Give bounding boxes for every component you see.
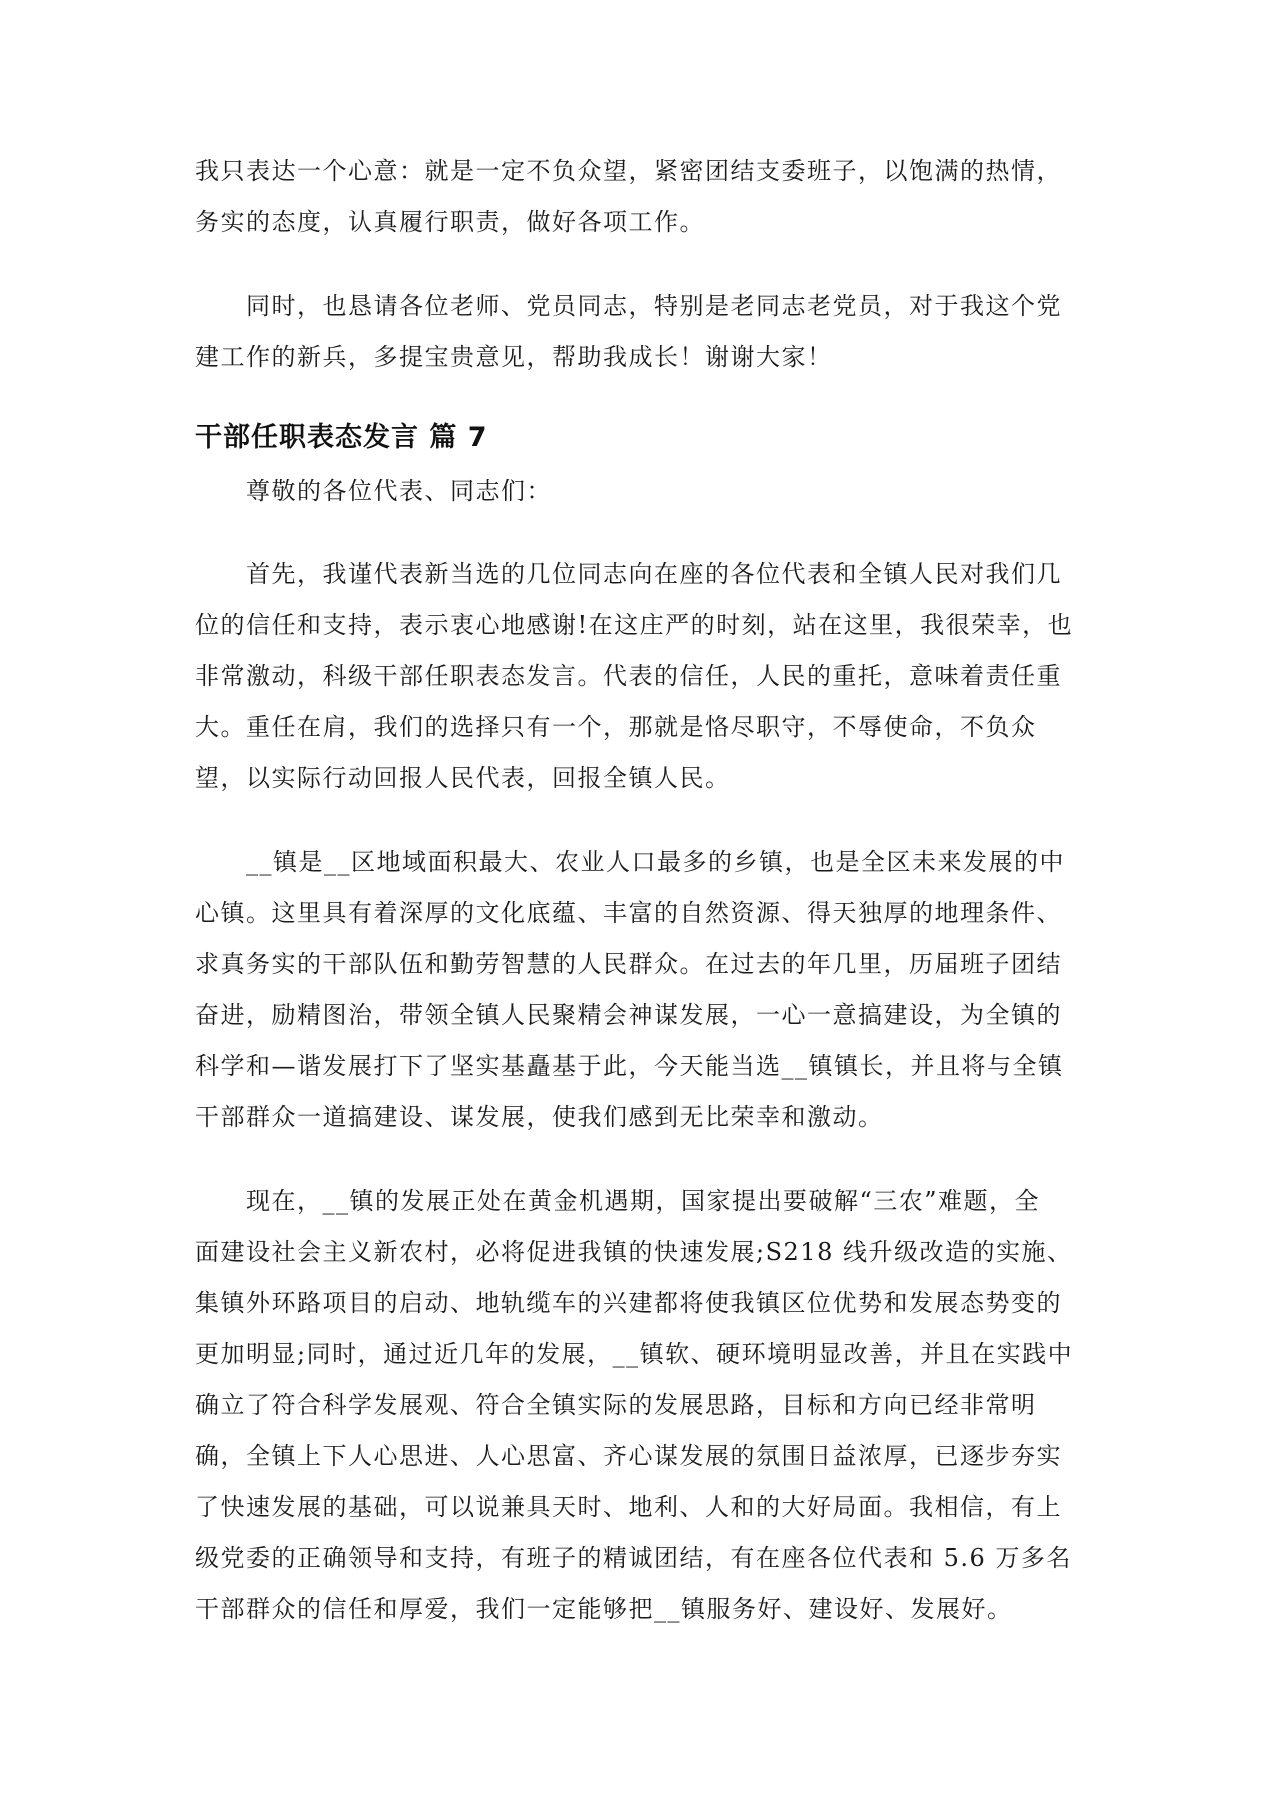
- paragraph: [195, 466, 1095, 517]
- paragraph: [195, 1176, 1095, 1635]
- paragraph: [195, 837, 1095, 1143]
- text-line: 确立了符合科学发展观、符合全镇实际的发展思路，目标和方向已经非常明: [195, 1391, 1037, 1419]
- text-line: 我只表达一个心意：就是一定不负众望，紧密团结支委班子，以饱满的热情，: [195, 157, 1062, 185]
- paragraph: [195, 281, 1095, 383]
- text-line: 位的信任和支持，表示衷心地感谢!在这庄严的时刻，站在这里，我很荣幸，也: [195, 611, 1074, 639]
- document-page: [195, 146, 1095, 1635]
- text-line: 科学和—谐发展打下了坚实基矗基于此，今天能当选__镇镇长，并且将与全镇: [195, 1052, 1064, 1080]
- section-heading: 干部任职表态发言 篇 7: [195, 422, 488, 453]
- text-line: 级党委的正确领导和支持，有班子的精诚团结，有在座各位代表和 5.6 万多名: [195, 1544, 1072, 1572]
- text-line: 建工作的新兵，多提宝贵意见，帮助我成长！谢谢大家！: [195, 343, 833, 371]
- text-line: 奋进，励精图治，带领全镇人民聚精会神谋发展，一心一意搞建设，为全镇的: [195, 1001, 1062, 1029]
- text-line: 望，以实际行动回报人民代表，回报全镇人民。: [195, 764, 731, 792]
- text-line: 集镇外环路项目的启动、地轨缆车的兴建都将使我镇区位优势和发展态势变的: [195, 1289, 1062, 1317]
- text-line: 确，全镇上下人心思进、人心思富、齐心谋发展的氛围日益浓厚，已逐步夯实: [195, 1442, 1062, 1470]
- text-line: 尊敬的各位代表、同志们：: [195, 477, 552, 505]
- text-line: 非常激动，科级干部任职表态发言。代表的信任，人民的重托，意味着责任重: [195, 662, 1062, 690]
- text-line: 首先，我谨代表新当选的几位同志向在座的各位代表和全镇人民对我们几: [195, 560, 1062, 588]
- text-line: 同时，也恳请各位老师、党员同志，特别是老同志老党员，对于我这个党: [195, 292, 1062, 320]
- text-line: 现在，__镇的发展正处在黄金机遇期，国家提出要破解“三农”难题，全: [195, 1187, 1041, 1215]
- text-line: 更加明显;同时，通过近几年的发展，__镇软、硬环境明显改善，并且在实践中: [195, 1340, 1074, 1368]
- text-line: 干部群众的信任和厚爱，我们一定能够把__镇服务好、建设好、发展好。: [195, 1595, 1013, 1623]
- text-line: 求真务实的干部队伍和勤劳智慧的人民群众。在过去的年几里，历届班子团结: [195, 950, 1062, 978]
- text-line: 务实的态度，认真履行职责，做好各项工作。: [195, 208, 705, 236]
- text-line: 大。重任在肩，我们的选择只有一个，那就是恪尽职守，不辱使命，不负众: [195, 713, 1037, 741]
- text-line: 了快速发展的基础，可以说兼具天时、地利、人和的大好局面。我相信，有上: [195, 1493, 1062, 1521]
- text-line: 干部群众一道搞建设、谋发展，使我们感到无比荣幸和激动。: [195, 1103, 884, 1131]
- text-line: 面建设社会主义新农村，必将促进我镇的快速发展;S218 线升级改造的实施、: [195, 1238, 1073, 1266]
- paragraph: [195, 146, 1095, 248]
- text-line: __镇是__区地域面积最大、农业人口最多的乡镇，也是全区未来发展的中: [195, 848, 1065, 876]
- paragraph: [195, 549, 1095, 804]
- text-line: 心镇。这里具有着深厚的文化底蕴、丰富的自然资源、得天独厚的地理条件、: [195, 899, 1062, 927]
